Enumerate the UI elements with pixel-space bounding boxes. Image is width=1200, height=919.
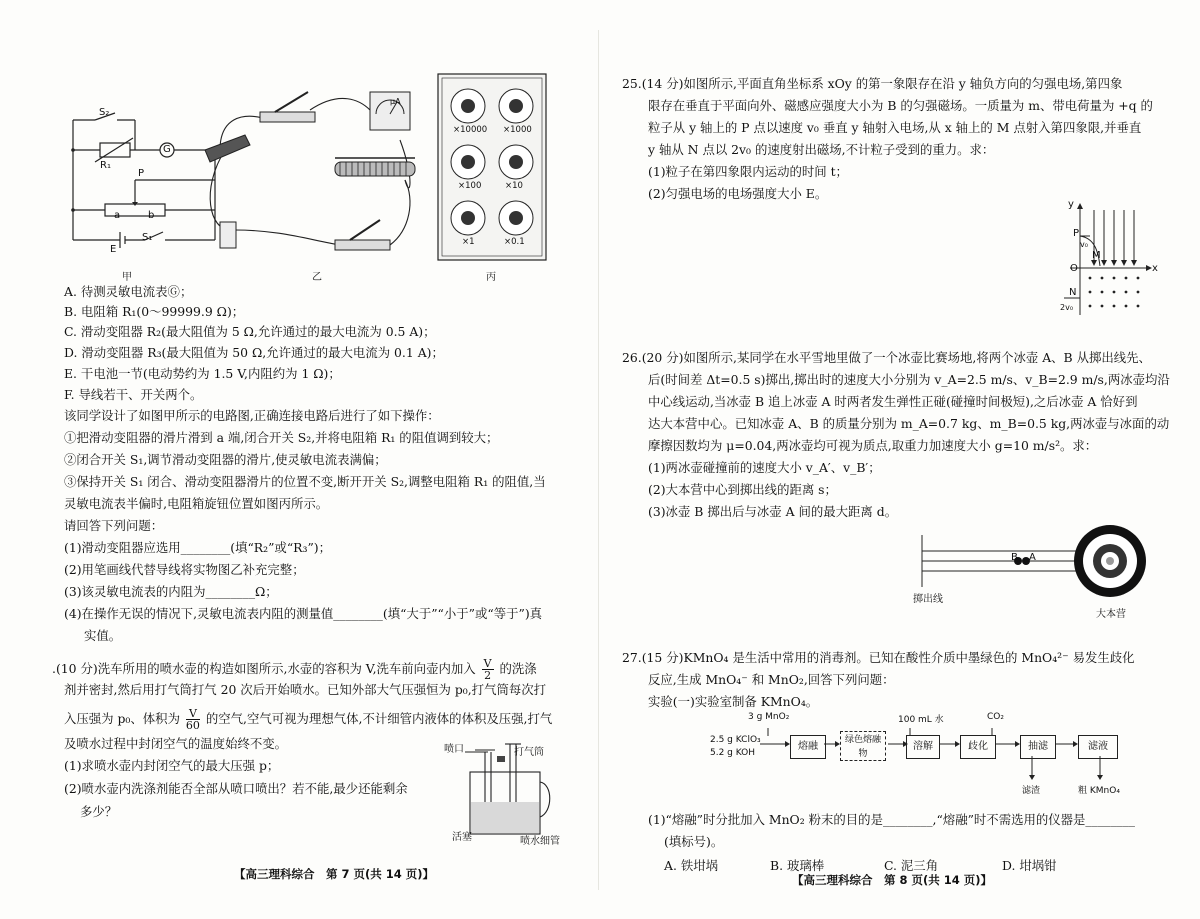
choice-a: A. 铁坩埚 [664,858,718,873]
q26-line5: 摩擦因数均为 μ=0.04,两冰壶均可视为质点,取重力加速度大小 g=10 m/s²。求： [648,438,1098,453]
q25-line4: y 轴从 N 点以 2v₀ 的速度射出磁场,不计粒子受到的重力。求： [648,142,995,157]
flow-box-dissolve: 溶解 [906,735,940,759]
q24-frac1-den: 2 [484,669,492,682]
q24-frac2-num: V [186,708,200,720]
box-label-0-1: ×0.1 [504,237,525,247]
axis-x-label: x [1152,263,1158,274]
footer-right: 【高三理科综合 第 8 页(共 14 页)】 [792,873,993,887]
box-label-10: ×10 [505,181,523,191]
v0-label: v₀ [1080,240,1088,249]
point-p-label: P [1073,228,1080,239]
label-e: E [110,244,117,255]
flow-top-mno2: 3 g MnO₂ [748,712,790,722]
q24-line3 [64,708,552,731]
label-r1: R₁ [100,160,111,171]
q24-line3b-text: 的空气,空气可视为理想气体,不计细管内液体的体积及压强,打气 [205,711,553,726]
q24-frac1 [482,658,494,681]
choice-d: D. 坩埚钳 [1002,858,1057,873]
q25-sub1: (1)粒子在第四象限内运动的时间 t； [648,164,848,179]
label-p: P [138,168,145,179]
q24-line1a [52,658,537,681]
question-4-cont: 实值。 [84,628,122,643]
label-nozzle: 喷口 [444,744,464,755]
option-a: A. 待测灵敏电流表Ⓖ； [64,284,193,299]
flow-box-melt: 熔融 [790,735,826,759]
curling-rink-diagram [910,525,1160,605]
apparatus-diagram-yi [200,80,430,270]
flow-bottom-residue: 滤渣 [1022,786,1041,796]
label-a: a [114,210,121,221]
q27-sub1b: (填标号)。 [664,834,724,849]
q26-sub1: (1)两冰壶碰撞前的速度大小 v_A′、v_B′； [648,460,881,475]
q24-sub2b: 多少？ [80,804,118,819]
step-2: ②闭合开关 S₁,调节滑动变阻器的滑片,使灵敏电流表满偏； [64,452,387,467]
q27-line2: 反应,生成 MnO₄⁻ 和 MnO₂,回答下列问题： [648,672,895,687]
box-label-100: ×100 [458,181,482,191]
step-intro: 该同学设计了如图甲所示的电路图,正确连接电路后进行了如下操作： [64,408,440,423]
q24-line3a-text: 入压强为 p₀、体积为 [64,711,180,726]
step-3-cont: 灵敏电流表半偏时,电阻箱旋钮位置如图丙所示。 [64,496,329,511]
q24-frac2 [186,708,200,731]
axis-y-label: y [1068,199,1074,210]
footer-left: 【高三理科综合 第 7 页(共 14 页)】 [234,867,435,881]
step-3: ③保持开关 S₁ 闭合、滑动变阻器滑片的位置不变,断开开关 S₂,调整电阻箱 R₁ 的阻值,当 [64,474,546,489]
step-1: ①把滑动变阻器的滑片滑到 a 端,闭合开关 S₂,并将电阻箱 R₁ 的阻值调到较大； [64,430,499,445]
q24-sub2: (2)喷水壶内洗涤剂能否全部从喷口喷出？若不能,最少还能剩余 [64,781,408,796]
q25-line2: 限存在垂直于平面向外、磁感应强度大小为 B 的匀强磁场。一质量为 m、带电荷量为 +q 的 [648,98,1153,113]
q26-line4: 达大本营中心。已知冰壶 A、B 的质量分别为 m_A=0.7 kg、m_B=0.5 kg,两冰壶与冰面的动 [648,416,1170,431]
option-e: E. 干电池一节(电动势约为 1.5 V,内阻约为 1 Ω)； [64,366,341,381]
label-plug: 活塞 [452,832,472,843]
option-c: C. 滑动变阻器 R₂(最大阻值为 5 Ω,允许通过的最大电流为 0.5 A)； [64,324,436,339]
spray-bottle-diagram [455,742,565,842]
box-label-1: ×1 [462,237,475,247]
box-label-10000: ×10000 [453,125,488,135]
label-g: G [163,144,171,155]
house-label: 大本营 [1096,609,1126,620]
q25-line1: 25.(14 分)如图所示,平面直角坐标系 xOy 的第一象限存在沿 y 轴负方向的匀强电场,第四象 [622,76,1123,91]
question-3: (3)该灵敏电流表的内阻为________Ω； [64,584,278,599]
q24-line1-text: .(10 分)洗车所用的喷水壶的构造如图所示,水壶的容积为 V,洗车前向壶内加入 [52,661,476,676]
q24-sub1: (1)求喷水壶内封闭空气的最大压强 p； [64,758,280,773]
flow-top-water: 100 mL 水 [898,715,944,725]
flow-input-koh: 5.2 g KOH [710,748,756,758]
question-2: (2)用笔画线代替导线将实物图乙补充完整； [64,562,305,577]
questions-intro: 请回答下列问题： [64,518,164,533]
q24-frac2-den: 60 [185,719,200,732]
q26-sub3: (3)冰壶 B 掷出后与冰壶 A 间的最大距离 d。 [648,504,898,519]
figure-label-bing: 丙 [486,272,496,283]
label-b: b [148,210,155,221]
option-f: F. 导线若干、开关两个。 [64,387,203,402]
q26-line1: 26.(20 分)如图所示,某同学在水平雪地里做了一个冰壶比赛场地,将两个冰壶 A、B 从掷出线先、 [622,350,1151,365]
q24-frac1-num: V [483,657,492,670]
choice-b: B. 玻璃棒 [770,858,825,873]
point-n-label: N [1069,287,1077,298]
q24-line4: 及喷水过程中封闭空气的温度始终不变。 [64,736,288,751]
meter-label: μA [390,97,401,106]
throw-line-label: 掷出线 [913,594,943,605]
option-b: B. 电阻箱 R₁(0～99999.9 Ω)； [64,304,245,319]
flow-box-green-melt: 绿色熔融物 [840,731,886,761]
point-m-label: M [1092,250,1101,261]
2v0-label: 2v₀ [1060,303,1074,312]
origin-label: O [1070,263,1078,274]
flow-box-filtrate: 滤液 [1078,735,1118,759]
resistance-box-bing [438,74,548,264]
label-s1: S₁ [142,232,153,243]
right-page [600,0,1200,919]
q25-line3: 粒子从 y 轴上的 P 点以速度 v₀ 垂直 y 轴射入电场,从 x 轴上的 M 点射入第四象限,并垂直 [648,120,1142,135]
flow-box-filter: 抽滤 [1020,735,1056,759]
flow-top-co2: CO₂ [987,712,1004,722]
q27-line1: 27.(15 分)KMnO₄ 是生活中常用的消毒剂。已知在酸性介质中墨绿色的 MnO₄²⁻ 易发生歧化 [622,650,1135,665]
q25-coordinate-figure [1070,200,1160,320]
q26-line3: 中心线运动,当冰壶 B 追上冰壶 A 时两者发生弹性正碰(碰撞时间极短),之后冰壶 A 恰好到 [648,394,1138,409]
page-divider [598,30,599,890]
q27-line3: 实验(一)实验室制备 KMnO₄。 [648,694,819,709]
question-4: (4)在操作无误的情况下,灵敏电流表内阻的测量值________(填“大于”“小于”或“等于”)真 [64,606,543,621]
flow-input-kclo3: 2.5 g KClO₃ [710,735,761,745]
q26-line2: 后(时间差 Δt=0.5 s)掷出,掷出时的速度大小分别为 v_A=2.5 m/s、v_B=2.9 m/s,两冰壶均沿 [648,372,1170,387]
figure-label-yi: 乙 [312,272,322,283]
figure-label-jia: 甲 [122,272,132,283]
q26-sub2: (2)大本营中心到掷出线的距离 s； [648,482,837,497]
q24-line1b-text: 的洗涤 [499,661,537,676]
stone-a-label: A [1029,552,1036,563]
label-tube: 喷水细管 [520,836,560,847]
q27-sub1: (1)“熔融”时分批加入 MnO₂ 粉末的目的是________,“熔融”时不需选用的仪器是________ [648,812,1135,827]
option-d: D. 滑动变阻器 R₃(最大阻值为 50 Ω,允许通过的最大电流为 0.1 A)； [64,345,444,360]
label-s2: S₂ [99,107,110,118]
flow-box-disproportion: 歧化 [960,735,996,759]
box-label-1000: ×1000 [503,125,532,135]
choice-c: C. 泥三角 [884,858,939,873]
stone-b-label: B [1011,552,1018,563]
flow-bottom-crude: 粗 KMnO₄ [1078,786,1120,796]
q24-line2: 剂并密封,然后用打气筒打气 20 次后开始喷水。已知外部大气压强恒为 p₀,打气筒每次打 [64,682,547,697]
label-pump: 打气筒 [514,747,544,758]
question-1: (1)滑动变阻器应选用________(填“R₂”或“R₃”)； [64,540,332,555]
q25-sub2: (2)匀强电场的电场强度大小 E。 [648,186,828,201]
